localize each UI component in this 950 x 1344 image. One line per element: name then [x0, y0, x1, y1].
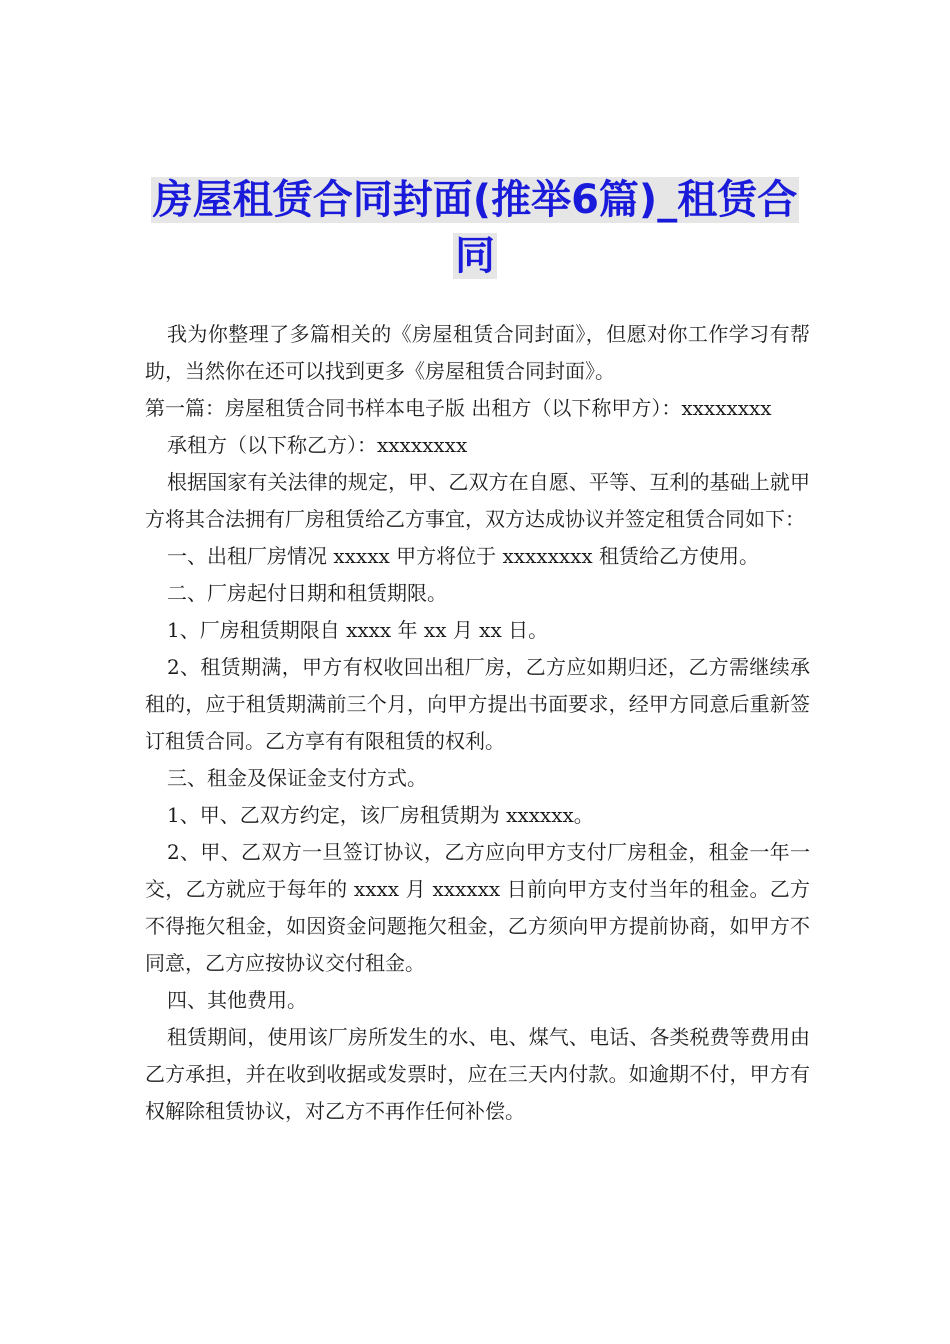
document-title: [140, 172, 810, 284]
paragraph: 2、租赁期满，甲方有权收回出租厂房，乙方应如期归还，乙方需继续承租的，应于租赁期满前三个月，向甲方提出书面要求，经甲方同意后重新签订租赁合同。乙方享有有限租赁的权利。: [145, 655, 810, 753]
paragraph: 承租方（以下称乙方）：xxxxxxxx: [167, 433, 468, 457]
paragraph: 四、其他费用。: [167, 988, 307, 1012]
paragraph: 二、厂房起付日期和租赁期限。: [167, 581, 447, 605]
paragraph: 三、租金及保证金支付方式。: [167, 766, 427, 790]
paragraph: 1、厂房租赁期限自 xxxx 年 xx 月 xx 日。: [167, 618, 549, 642]
paragraph: 第一篇：房屋租赁合同书样本电子版 出租方（以下称甲方）：xxxxxxxx: [145, 396, 772, 420]
document-body: [145, 316, 810, 1130]
title-line-1: 房屋租赁合同封面(推举6篇)_租赁合: [152, 177, 798, 223]
title-line-2: 同: [455, 233, 495, 279]
paragraph: 一、出租厂房情况 xxxxx 甲方将位于 xxxxxxxx 租赁给乙方使用。: [167, 544, 760, 568]
paragraph: 租赁期间，使用该厂房所发生的水、电、煤气、电话、各类税费等费用由乙方承担，并在收到收据或发票时，应在三天内付款。如逾期不付，甲方有权解除租赁协议，对乙方不再作任何补偿。: [145, 1025, 810, 1123]
paragraph: 根据国家有关法律的规定，甲、乙双方在自愿、平等、互利的基础上就甲方将其合法拥有厂房租赁给乙方事宜，双方达成协议并签定租赁合同如下：: [145, 470, 810, 531]
paragraph: 2、甲、乙双方一旦签订协议，乙方应向甲方支付厂房租金，租金一年一交，乙方就应于每年的 xxxx 月 xxxxxx 日前向甲方支付当年的租金。乙方不得拖欠租金，如因资金问题拖欠租金，乙方须向甲方提前协商，如甲方不同意，乙方应按协议交付租金。: [145, 840, 810, 975]
paragraph: 1、甲、乙双方约定，该厂房租赁期为 xxxxxx。: [167, 803, 594, 827]
paragraph: 我为你整理了多篇相关的《房屋租赁合同封面》，但愿对你工作学习有帮助，当然你在还可以找到更多《房屋租赁合同封面》。: [145, 322, 810, 383]
